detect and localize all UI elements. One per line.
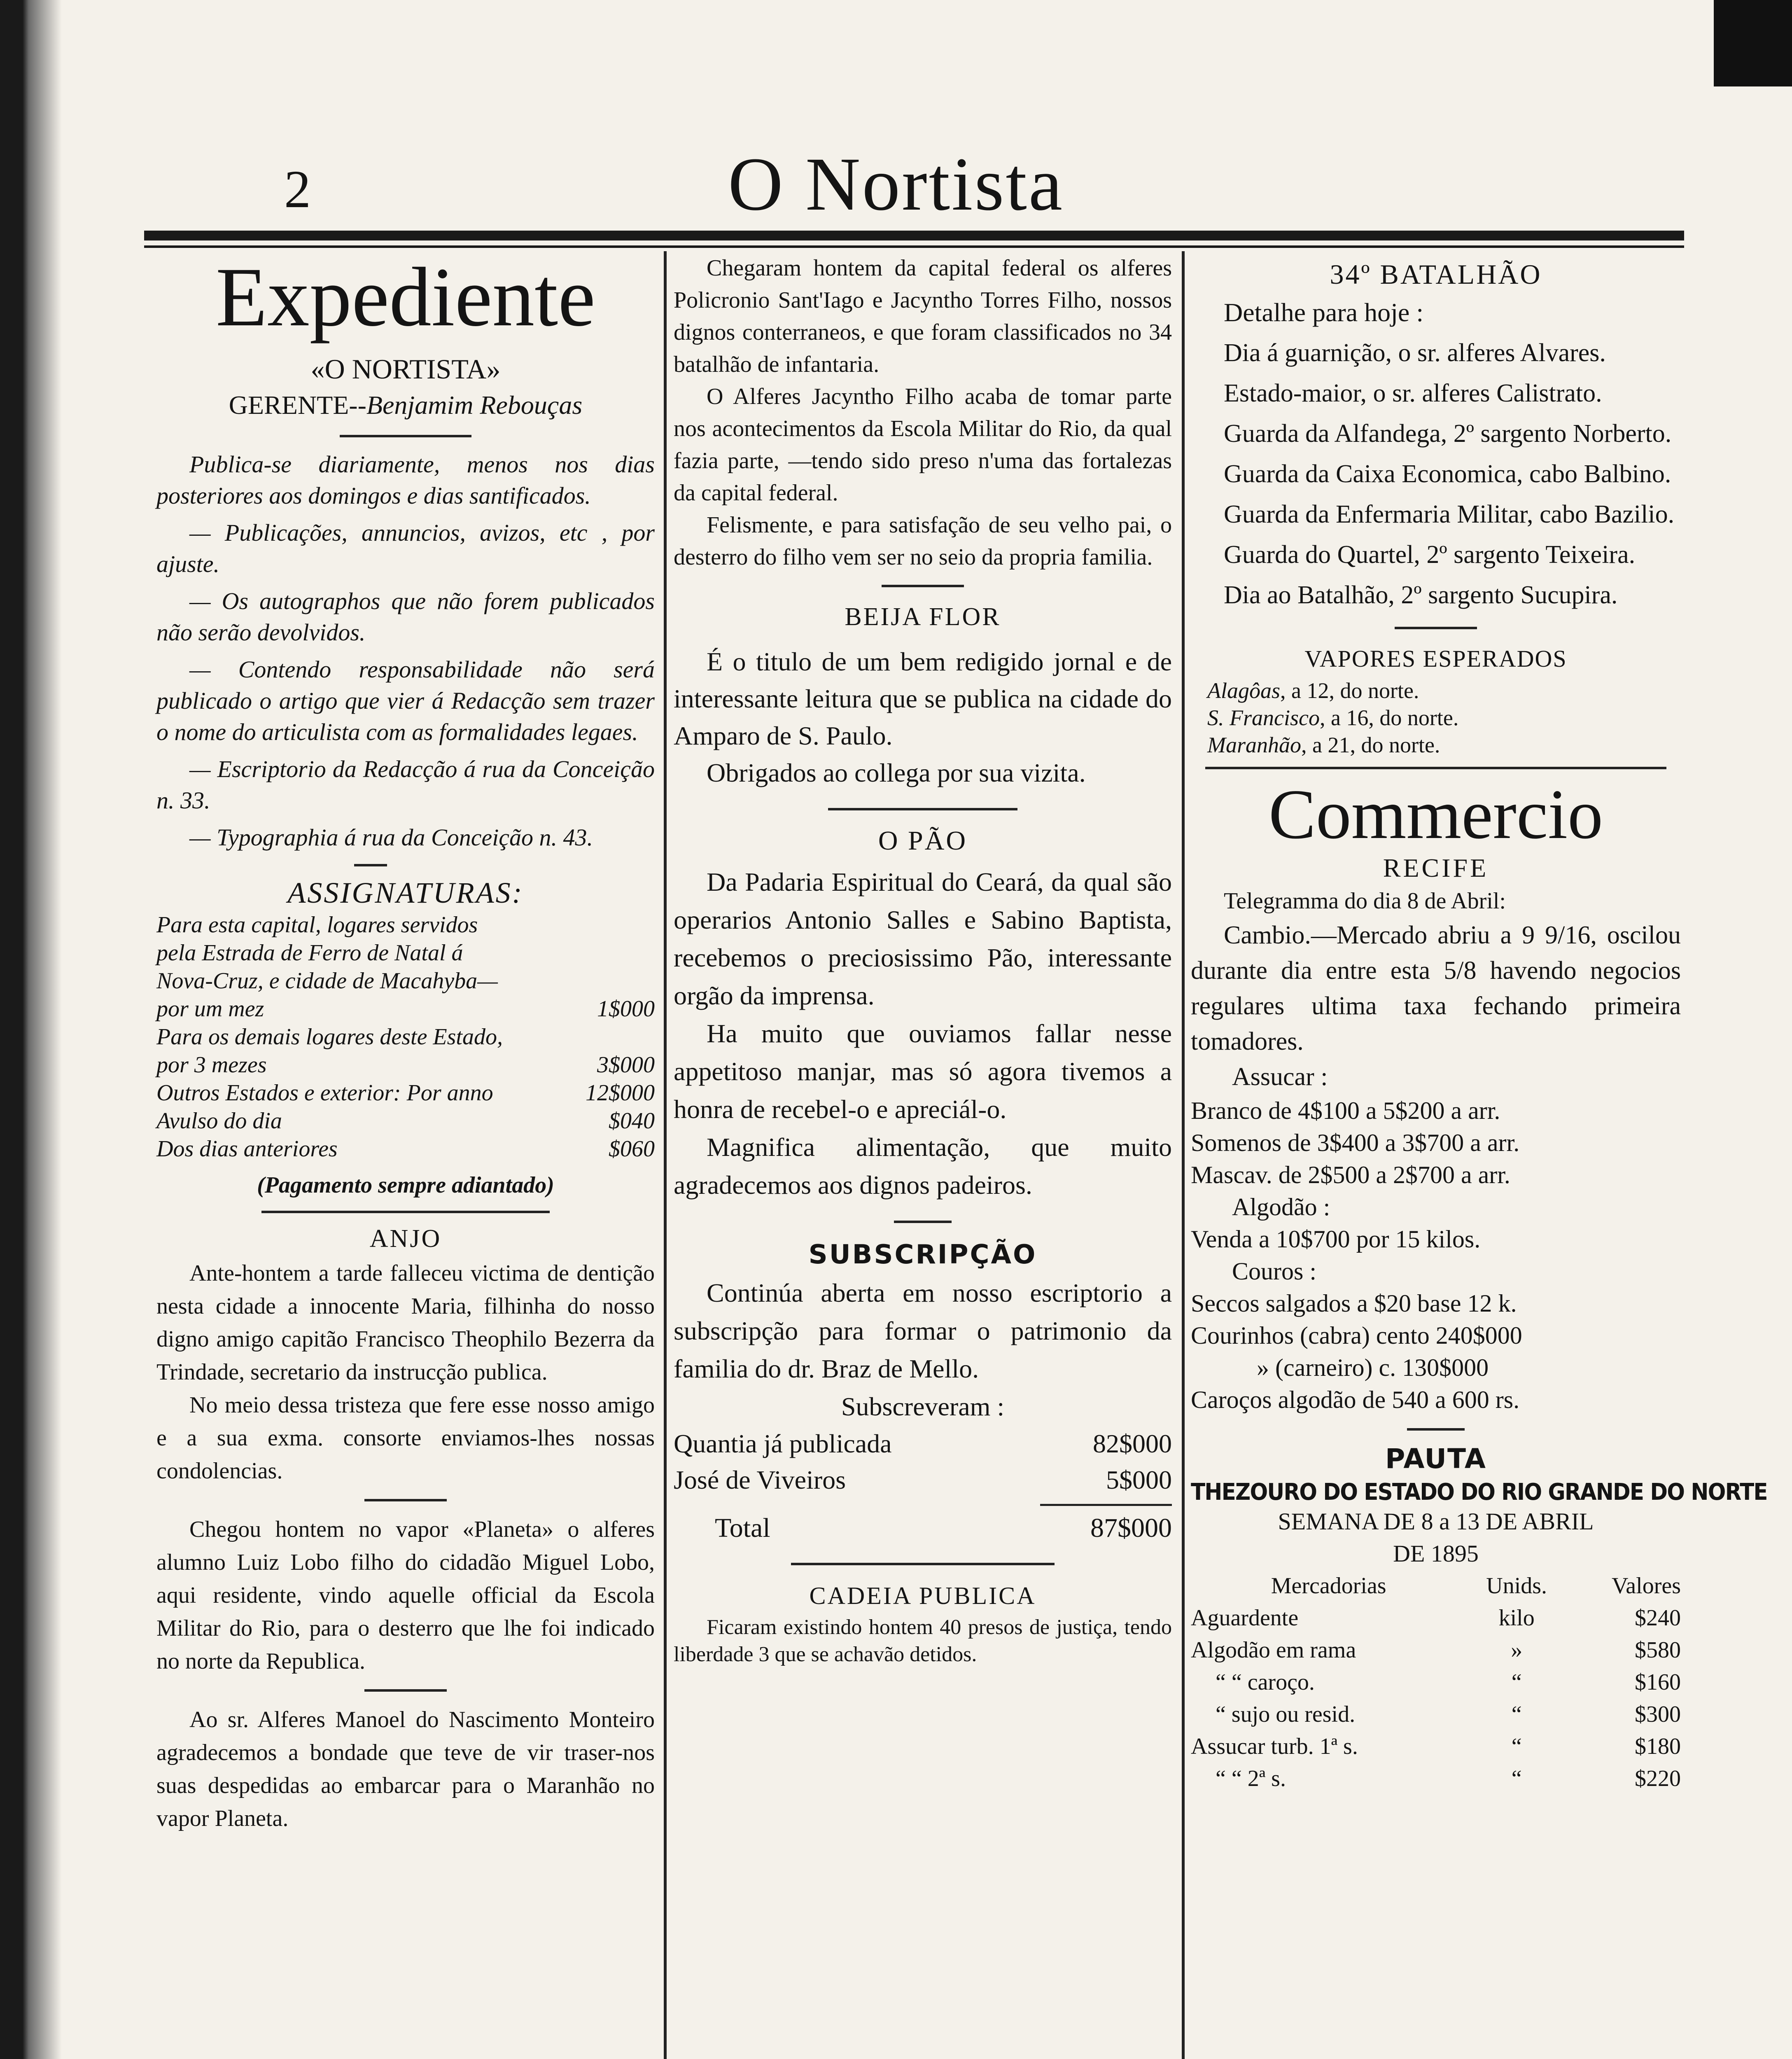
news-paragraph: Felismente, e para satisfação de seu velho pai, o desterro do filho vem ser no seio da propria familia. bbox=[674, 512, 1172, 570]
rule bbox=[364, 1499, 447, 1501]
news-paragraph: Ficaram existindo hontem 40 presos de justiça, tendo liberdade 3 que se achavão detidos. bbox=[674, 1615, 1172, 1666]
news-paragraph: É o titulo de um bem redigido jornal e de interessante leitura que se publica na cidade do Amparo de S. Paulo. bbox=[674, 647, 1172, 750]
rule bbox=[1205, 767, 1666, 769]
gerente-line bbox=[156, 387, 655, 423]
table-cell: Aguardente bbox=[1191, 1605, 1299, 1631]
table-cell: “ bbox=[1511, 1702, 1522, 1727]
duty-line: Guarda da Alfandega, 2º sargento Norberto. bbox=[1224, 420, 1672, 448]
price-line: Courinhos (cabra) cento 240$000 bbox=[1191, 1322, 1522, 1349]
table-cell: $300 bbox=[1635, 1702, 1681, 1727]
news-paragraph: Ao sr. Alferes Manoel do Nascimento Monteiro agradecemos a bondade que teve de vir traser-nos suas despedidas ao embarcar para o Maranhão no vapor Planeta. bbox=[156, 1707, 655, 1831]
assignaturas-list bbox=[156, 911, 655, 1163]
column-expediente bbox=[156, 252, 655, 1835]
price-line: Mascav. de 2$500 a 2$700 a arr. bbox=[1191, 1161, 1510, 1188]
table-header-row bbox=[1191, 1570, 1681, 1602]
pauta-title: PAUTA bbox=[1385, 1443, 1486, 1475]
table-cell: “ bbox=[1511, 1669, 1522, 1695]
commercio-title: Commercio bbox=[1268, 775, 1603, 854]
vapor-detail: , a 16, do norte. bbox=[1319, 705, 1459, 730]
rule bbox=[894, 1221, 952, 1223]
rule bbox=[828, 808, 1017, 810]
table-cell: $160 bbox=[1635, 1669, 1681, 1695]
assignaturas-title: ASSIGNATURAS: bbox=[287, 876, 524, 909]
notice: — Publicações, annuncios, avizos, etc , por ajuste. bbox=[156, 519, 655, 577]
total-value: 87$000 bbox=[1090, 1513, 1172, 1543]
rule bbox=[340, 435, 471, 437]
newspaper-title: O Nortista bbox=[728, 142, 1064, 226]
recife-label: RECIFE bbox=[1383, 853, 1489, 882]
column-header: Mercadorias bbox=[1271, 1573, 1386, 1599]
rule bbox=[791, 1563, 1055, 1565]
news-paragraph: Chegaram hontem da capital federal os alferes Policronio Sant'Iago e Jacyntho Torres Filho, nossos dignos conterraneos, e que foram classificados no 34 batalhão de infantaria. bbox=[674, 255, 1172, 377]
news-paragraph: Ha muito que ouviamos fallar nesse appetitoso manjar, mas só agora tivemos a honra de recebel-o e apreciál-o. bbox=[674, 1019, 1172, 1124]
price-row bbox=[156, 1023, 655, 1079]
subscripcao-title: SUBSCRIPÇÃO bbox=[808, 1240, 1037, 1270]
price-row bbox=[156, 1107, 655, 1135]
price-line: Somenos de 3$400 a 3$700 a arr. bbox=[1191, 1129, 1520, 1156]
duty-line: Dia á guarnição, o sr. alferes Alvares. bbox=[1224, 339, 1606, 367]
price-label: Dos dias anteriores bbox=[156, 1136, 338, 1162]
price-line: » (carneiro) c. 130$000 bbox=[1257, 1354, 1489, 1381]
table-cell: $220 bbox=[1635, 1766, 1681, 1791]
price-line: Caroços algodão de 540 a 600 rs. bbox=[1191, 1386, 1520, 1413]
vapor-line bbox=[1191, 731, 1681, 759]
duty-line: Dia ao Batalhão, 2º sargento Sucupira. bbox=[1224, 581, 1618, 609]
vapor-name: S. Francisco bbox=[1207, 705, 1320, 730]
pauta-subtitle: THEZOURO DO ESTADO DO RIO GRANDE DO NORTE bbox=[1191, 1479, 1767, 1506]
price-label: Outros Estados e exterior: Por anno bbox=[156, 1080, 493, 1106]
header-rule bbox=[144, 231, 1684, 240]
duty-line: Guarda da Caixa Economica, cabo Balbino. bbox=[1224, 460, 1671, 488]
price-row bbox=[156, 911, 655, 1023]
table-row bbox=[1191, 1666, 1681, 1698]
cambio-paragraph: Cambio.—Mercado abriu a 9 9/16, oscilou durante dia entre esta 5/8 havendo negocios regulares ultima taxa fechando primeira tomadores. bbox=[1191, 921, 1681, 1055]
total-label: Total bbox=[715, 1513, 770, 1543]
price-label: Avulso do dia bbox=[156, 1108, 282, 1134]
anjo-paragraph: No meio dessa tristeza que fere esse nosso amigo e a sua exma. consorte enviamos-lhes nossas condolencias. bbox=[156, 1392, 655, 1484]
table-cell: “ “ 2ª s. bbox=[1216, 1766, 1286, 1791]
price-value: 12$000 bbox=[586, 1080, 655, 1106]
price-value: 1$000 bbox=[597, 996, 655, 1022]
price-value: $040 bbox=[609, 1108, 655, 1134]
price-row bbox=[156, 1135, 655, 1163]
price-value: $060 bbox=[609, 1136, 655, 1162]
price-value: 3$000 bbox=[597, 1052, 655, 1078]
table-cell: » bbox=[1511, 1637, 1523, 1663]
news-paragraph: Magnifica alimentação, que muito agradecemos aos dignos padeiros. bbox=[674, 1132, 1172, 1200]
total-row bbox=[674, 1510, 1172, 1546]
semana-year: DE 1895 bbox=[1393, 1540, 1479, 1567]
price-row bbox=[156, 1079, 655, 1107]
table-cell: $580 bbox=[1635, 1637, 1681, 1663]
news-paragraph: O Alferes Jacyntho Filho acaba de tomar parte nos acontecimentos da Escola Militar do Rio, da qual fazia parte, —tendo sido preso n'uma das fortalezas da capital federal. bbox=[674, 384, 1172, 506]
subscription-row bbox=[674, 1426, 1172, 1462]
column-divider bbox=[664, 251, 667, 2059]
beija-flor-title: BEIJA FLOR bbox=[845, 603, 1001, 631]
vapor-line bbox=[1191, 704, 1681, 731]
anjo-title: ANJO bbox=[369, 1225, 442, 1253]
rule bbox=[1395, 627, 1477, 629]
table-cell: “ sujo ou resid. bbox=[1216, 1702, 1356, 1727]
subscription-row bbox=[674, 1462, 1172, 1498]
scan-edge bbox=[0, 0, 62, 2059]
column-header: Valores bbox=[1612, 1573, 1681, 1599]
duty-line: Estado-maior, o sr. alferes Calistrato. bbox=[1224, 379, 1602, 407]
subscriber-name: Quantia já publicada bbox=[674, 1429, 892, 1458]
notice: — Os autographos que não forem publicados não serão devolvidos. bbox=[156, 588, 655, 646]
notice: Publica-se diariamente, menos nos dias posteriores aos domingos e dias santificados. bbox=[156, 451, 655, 509]
table-cell: $240 bbox=[1635, 1605, 1681, 1631]
duty-line: Guarda da Enfermaria Militar, cabo Bazilio. bbox=[1224, 500, 1675, 528]
semana-line: SEMANA DE 8 a 13 DE ABRIL bbox=[1278, 1508, 1594, 1535]
couros-label: Couros : bbox=[1232, 1258, 1317, 1285]
table-cell: kilo bbox=[1498, 1605, 1535, 1631]
news-paragraph: Da Padaria Espiritual do Ceará, da qual são operarios Antonio Salles e Sabino Baptista, recebemos o preciosissimo Pão, interessante orgão da imprensa. bbox=[674, 867, 1172, 1010]
rule bbox=[1407, 1428, 1465, 1431]
expediente-title: Expediente bbox=[215, 250, 596, 344]
table-cell: “ bbox=[1511, 1766, 1522, 1791]
page-number: 2 bbox=[284, 160, 311, 219]
price-line: Venda a 10$700 por 15 kilos. bbox=[1191, 1226, 1481, 1253]
table-cell: Assucar turb. 1ª s. bbox=[1191, 1734, 1358, 1759]
assucar-label: Assucar : bbox=[1232, 1063, 1328, 1091]
duty-line: Guarda do Quartel, 2º sargento Teixeira. bbox=[1224, 541, 1636, 569]
table-cell: $180 bbox=[1635, 1734, 1681, 1759]
vapor-line bbox=[1191, 677, 1681, 704]
price-line: Branco de 4$100 a 5$200 a arr. bbox=[1191, 1097, 1500, 1124]
news-paragraph: Chegou hontem no vapor «Planeta» o alferes alumno Luiz Lobo filho do cidadão Miguel Lobo, aqui residente, vindo aquelle official da Escola Militar do Rio, para o desterro que lhe foi indicado no norte da Republica. bbox=[156, 1517, 655, 1674]
gerente-label: GERENTE-- bbox=[229, 390, 366, 420]
price-label: Para esta capital, logares servidos pela Estrada de Ferro de Natal á Nova-Cruz, e cidade de Macahyba—por um mez bbox=[156, 912, 498, 1022]
table-row bbox=[1191, 1698, 1681, 1730]
vapor-detail: , a 12, do norte. bbox=[1280, 678, 1419, 703]
o-pao-title: O PÃO bbox=[878, 826, 968, 856]
table-row bbox=[1191, 1763, 1681, 1795]
pauta-table bbox=[1191, 1570, 1681, 1795]
news-paragraph: Obrigados ao collega por sua vizita. bbox=[707, 758, 1086, 787]
column-header: Unids. bbox=[1486, 1573, 1547, 1599]
rule bbox=[364, 1689, 447, 1692]
subscriber-value: 5$000 bbox=[1106, 1465, 1172, 1494]
notice: — Contendo responsabilidade não será publicado o artigo que vier á Redacção sem trazer o nome do articulista com as formalidades legaes. bbox=[156, 656, 655, 745]
table-row bbox=[1191, 1602, 1681, 1634]
vapores-title: VAPORES ESPERADOS bbox=[1304, 645, 1567, 672]
batalhao-title: 34º BATALHÃO bbox=[1330, 259, 1542, 290]
table-row bbox=[1191, 1634, 1681, 1666]
subscriber-value: 82$000 bbox=[1093, 1429, 1172, 1458]
payment-note: (Pagamento sempre adiantado) bbox=[257, 1172, 554, 1198]
vapor-name: Maranhão bbox=[1207, 733, 1301, 757]
algodao-label: Algodão : bbox=[1232, 1193, 1330, 1221]
subscribers-label: Subscreveram : bbox=[841, 1392, 1005, 1421]
column-news bbox=[674, 252, 1172, 1668]
table-row bbox=[1191, 1730, 1681, 1763]
subscriber-name: José de Viveiros bbox=[674, 1465, 846, 1494]
table-cell: “ “ caroço. bbox=[1216, 1669, 1315, 1695]
cadeia-title: CADEIA PUBLICA bbox=[809, 1582, 1036, 1609]
total-rule bbox=[1040, 1504, 1172, 1506]
detalhe-label: Detalhe para hoje : bbox=[1224, 298, 1424, 327]
brand-line: «O NORTISTA» bbox=[310, 353, 501, 385]
scan-corner bbox=[1714, 0, 1792, 86]
news-paragraph: Continúa aberta em nosso escriptorio a subscripção para formar o patrimonio da familia do dr. Braz de Mello. bbox=[674, 1278, 1172, 1383]
vapor-name: Alagôas bbox=[1207, 678, 1281, 703]
vapor-detail: , a 21, do norte. bbox=[1301, 733, 1440, 757]
notice: — Escriptorio da Redacção á rua da Conceição n. 33. bbox=[156, 756, 655, 814]
table-cell: Algodão em rama bbox=[1191, 1637, 1356, 1663]
column-commercio bbox=[1191, 252, 1767, 1795]
column-divider bbox=[1182, 251, 1185, 2059]
gerente-name: Benjamim Rebouças bbox=[366, 390, 583, 420]
notice: — Typographia á rua da Conceição n. 43. bbox=[189, 824, 593, 851]
anjo-paragraph: Ante-hontem a tarde falleceu victima de dentição nesta cidade a innocente Maria, filhinha do nosso digno amigo capitão Francisco Theophilo Bezerra da Trindade, secretario da instrucção publica. bbox=[156, 1261, 655, 1385]
rule bbox=[354, 864, 387, 866]
price-label: Para os demais logares deste Estado, por 3 mezes bbox=[156, 1024, 503, 1078]
telegramma-line: Telegramma do dia 8 de Abril: bbox=[1224, 888, 1506, 914]
table-cell: “ bbox=[1511, 1734, 1522, 1759]
price-line: Seccos salgados a $20 base 12 k. bbox=[1191, 1290, 1517, 1317]
rule bbox=[261, 1211, 550, 1213]
header-rule-thin bbox=[144, 245, 1684, 248]
rule bbox=[882, 585, 964, 587]
